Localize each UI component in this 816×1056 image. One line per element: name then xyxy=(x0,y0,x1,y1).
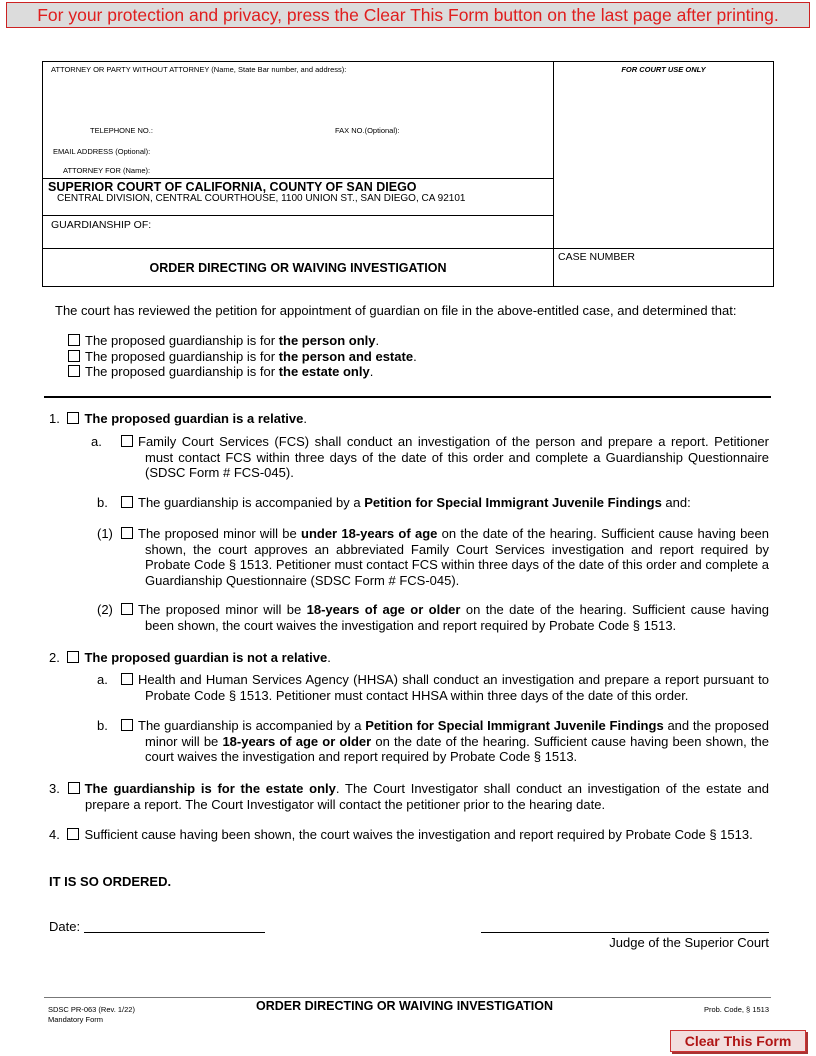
item-text: The guardianship is accompanied by a xyxy=(138,718,366,733)
item-1b-checkbox[interactable] xyxy=(121,496,133,508)
item-bold: Petition for Special Immigrant Juvenile Findings xyxy=(364,495,662,510)
footer-code: Prob. Code, § 1513 xyxy=(703,1005,769,1014)
item-text: . The Court Investigator shall conduct an investigation of the estate and prepare a report. The Court Investigator will contact the petitioner prior to the hearing date. xyxy=(85,781,770,812)
court-use-box xyxy=(553,61,774,249)
court-use-label: FOR COURT USE ONLY xyxy=(621,65,706,74)
scope-end: . xyxy=(369,364,374,379)
attorney-box xyxy=(42,61,554,179)
item-text: Health and Human Services Agency (HHSA) shall conduct an investigation and prepare a report pursuant to Probate Code § 1513. Petitioner must contact HHSA within three days of the date of this order. xyxy=(138,672,769,703)
court-address: CENTRAL DIVISION, CENTRAL COURTHOUSE, 1100 UNION ST., SAN DIEGO, CA 92101 xyxy=(57,193,466,204)
scope-bold: the person and estate xyxy=(278,349,414,364)
item-1b2 xyxy=(121,602,769,633)
item-1-checkbox[interactable] xyxy=(67,412,79,424)
form-title: ORDER DIRECTING OR WAIVING INVESTIGATION xyxy=(149,261,447,275)
email-label: EMAIL ADDRESS (Optional): xyxy=(53,147,151,156)
item-1b1 xyxy=(121,526,769,588)
scope-bold: the estate only xyxy=(278,364,370,379)
footer-form-id: SDSC PR-063 (Rev. 1/22) xyxy=(48,1005,135,1014)
item-text: Sufficient cause having been shown, the court waives the investigation and report required by Probate Code § 1513. xyxy=(84,827,753,842)
scope-person-only xyxy=(68,333,379,349)
item-number: 3. xyxy=(49,781,60,796)
item-bold: The proposed guardian is not a relative xyxy=(84,650,328,665)
item-bold: The proposed guardian is a relative xyxy=(84,411,304,426)
item-2a xyxy=(121,672,769,703)
item-4-checkbox[interactable] xyxy=(67,828,79,840)
item-bold: under 18-years of age xyxy=(301,526,438,541)
telephone-label: TELEPHONE NO.: xyxy=(90,126,153,135)
item-end: . xyxy=(327,650,331,665)
item-bold: Petition for Special Immigrant Juvenile Findings xyxy=(365,718,664,733)
footer-title: ORDER DIRECTING OR WAIVING INVESTIGATION xyxy=(256,999,554,1013)
item-2a-checkbox[interactable] xyxy=(121,673,133,685)
item-2b xyxy=(121,718,769,765)
scope-prefix: The proposed guardianship is for xyxy=(85,364,279,379)
item-end: . xyxy=(303,411,307,426)
item-2a-label: a. xyxy=(97,672,108,687)
item-1a-label: a. xyxy=(91,434,102,449)
intro-text: The court has reviewed the petition for appointment of guardian on file in the above-entitled case, and determined that: xyxy=(55,303,737,318)
scope-prefix: The proposed guardianship is for xyxy=(85,349,279,364)
scope-end: . xyxy=(413,349,417,364)
item-number: 2. xyxy=(49,650,60,665)
privacy-banner: For your protection and privacy, press the Clear This Form button on the last page after printing. xyxy=(6,2,810,28)
court-name-box xyxy=(42,178,554,216)
item-1b2-checkbox[interactable] xyxy=(121,603,133,615)
item-3-checkbox[interactable] xyxy=(68,782,80,794)
guardianship-box xyxy=(42,215,554,249)
item-text: The proposed minor will be xyxy=(138,526,301,541)
item-text: The guardianship is accompanied by a xyxy=(138,495,365,510)
case-number-box xyxy=(553,248,774,287)
fax-label: FAX NO.(Optional): xyxy=(335,126,400,135)
clear-form-button[interactable]: Clear This Form xyxy=(670,1030,806,1052)
date-field[interactable] xyxy=(84,932,265,933)
judge-label: Judge of the Superior Court xyxy=(609,935,769,950)
scope-person-estate xyxy=(68,349,417,365)
scope-estate-only-checkbox[interactable] xyxy=(68,365,80,377)
item-1b xyxy=(121,495,769,511)
item-text: and the proposed minor will be xyxy=(145,718,769,749)
guardianship-of-label: GUARDIANSHIP OF: xyxy=(51,219,152,231)
item-text: on the date of the hearing. Sufficient cause having been shown, the court waives the investigation and report required by Probate Code § 1513. xyxy=(145,733,770,764)
item-bold: The guardianship is for the estate only xyxy=(84,781,336,796)
item-2b-checkbox[interactable] xyxy=(121,719,133,731)
attorney-for-label: ATTORNEY FOR (Name): xyxy=(63,166,151,175)
item-text: and: xyxy=(661,495,691,510)
footer-mandatory: Mandatory Form xyxy=(48,1015,104,1024)
court-name: SUPERIOR COURT OF CALIFORNIA, COUNTY OF SAN DIEGO xyxy=(48,180,417,194)
scope-bold: the person only xyxy=(278,333,376,348)
title-box xyxy=(42,248,554,287)
item-1a-checkbox[interactable] xyxy=(121,435,133,447)
judge-signature-line[interactable] xyxy=(481,932,769,933)
item-3 xyxy=(49,781,769,812)
item-2 xyxy=(49,650,331,666)
date-label: Date: xyxy=(49,919,81,934)
case-number-label: CASE NUMBER xyxy=(558,251,636,263)
section-divider xyxy=(44,396,771,398)
item-text: Family Court Services (FCS) shall conduct an investigation of the person and prepare a report. Petitioner must contact FCS within three days of the date of this order and complete a Guardianship Questionnaire (SDSC Form # FCS-045). xyxy=(138,434,769,480)
attorney-label: ATTORNEY OR PARTY WITHOUT ATTORNEY (Name, State Bar number, and address): xyxy=(51,65,347,74)
item-bold: 18-years of age or older xyxy=(306,602,461,617)
scope-prefix: The proposed guardianship is for xyxy=(85,333,279,348)
item-number: 1. xyxy=(49,411,60,426)
footer-rule xyxy=(44,997,771,998)
item-1a xyxy=(121,434,769,481)
item-1b1-label: (1) xyxy=(97,526,113,541)
item-number: 4. xyxy=(49,827,60,842)
item-1b1-checkbox[interactable] xyxy=(121,527,133,539)
item-4 xyxy=(49,827,753,843)
item-text: on the date of the hearing. Sufficient cause having been shown, the court approves an abbreviated Family Court Services investigation and report required by Probate Code § 1513. Petitioner must contact FCS within three days of the date of this order and complete a Guardianship Questionnaire (SDSC Form # FCS-045). xyxy=(145,526,769,588)
item-2b-label: b. xyxy=(97,718,108,733)
it-is-so-ordered: IT IS SO ORDERED. xyxy=(49,874,172,889)
item-text: The proposed minor will be xyxy=(138,602,307,617)
scope-end: . xyxy=(375,333,380,348)
item-1 xyxy=(49,411,307,427)
item-bold: 18-years of age or older xyxy=(222,733,372,749)
item-2-checkbox[interactable] xyxy=(67,651,79,663)
item-text: on the date of the hearing. Sufficient cause having been shown, the court waives the investigation and report required by Probate Code § 1513. xyxy=(145,602,769,633)
scope-person-only-checkbox[interactable] xyxy=(68,334,80,346)
scope-person-estate-checkbox[interactable] xyxy=(68,350,80,362)
item-1b2-label: (2) xyxy=(97,602,113,617)
scope-estate-only xyxy=(68,364,373,380)
item-1b-label: b. xyxy=(97,495,108,510)
